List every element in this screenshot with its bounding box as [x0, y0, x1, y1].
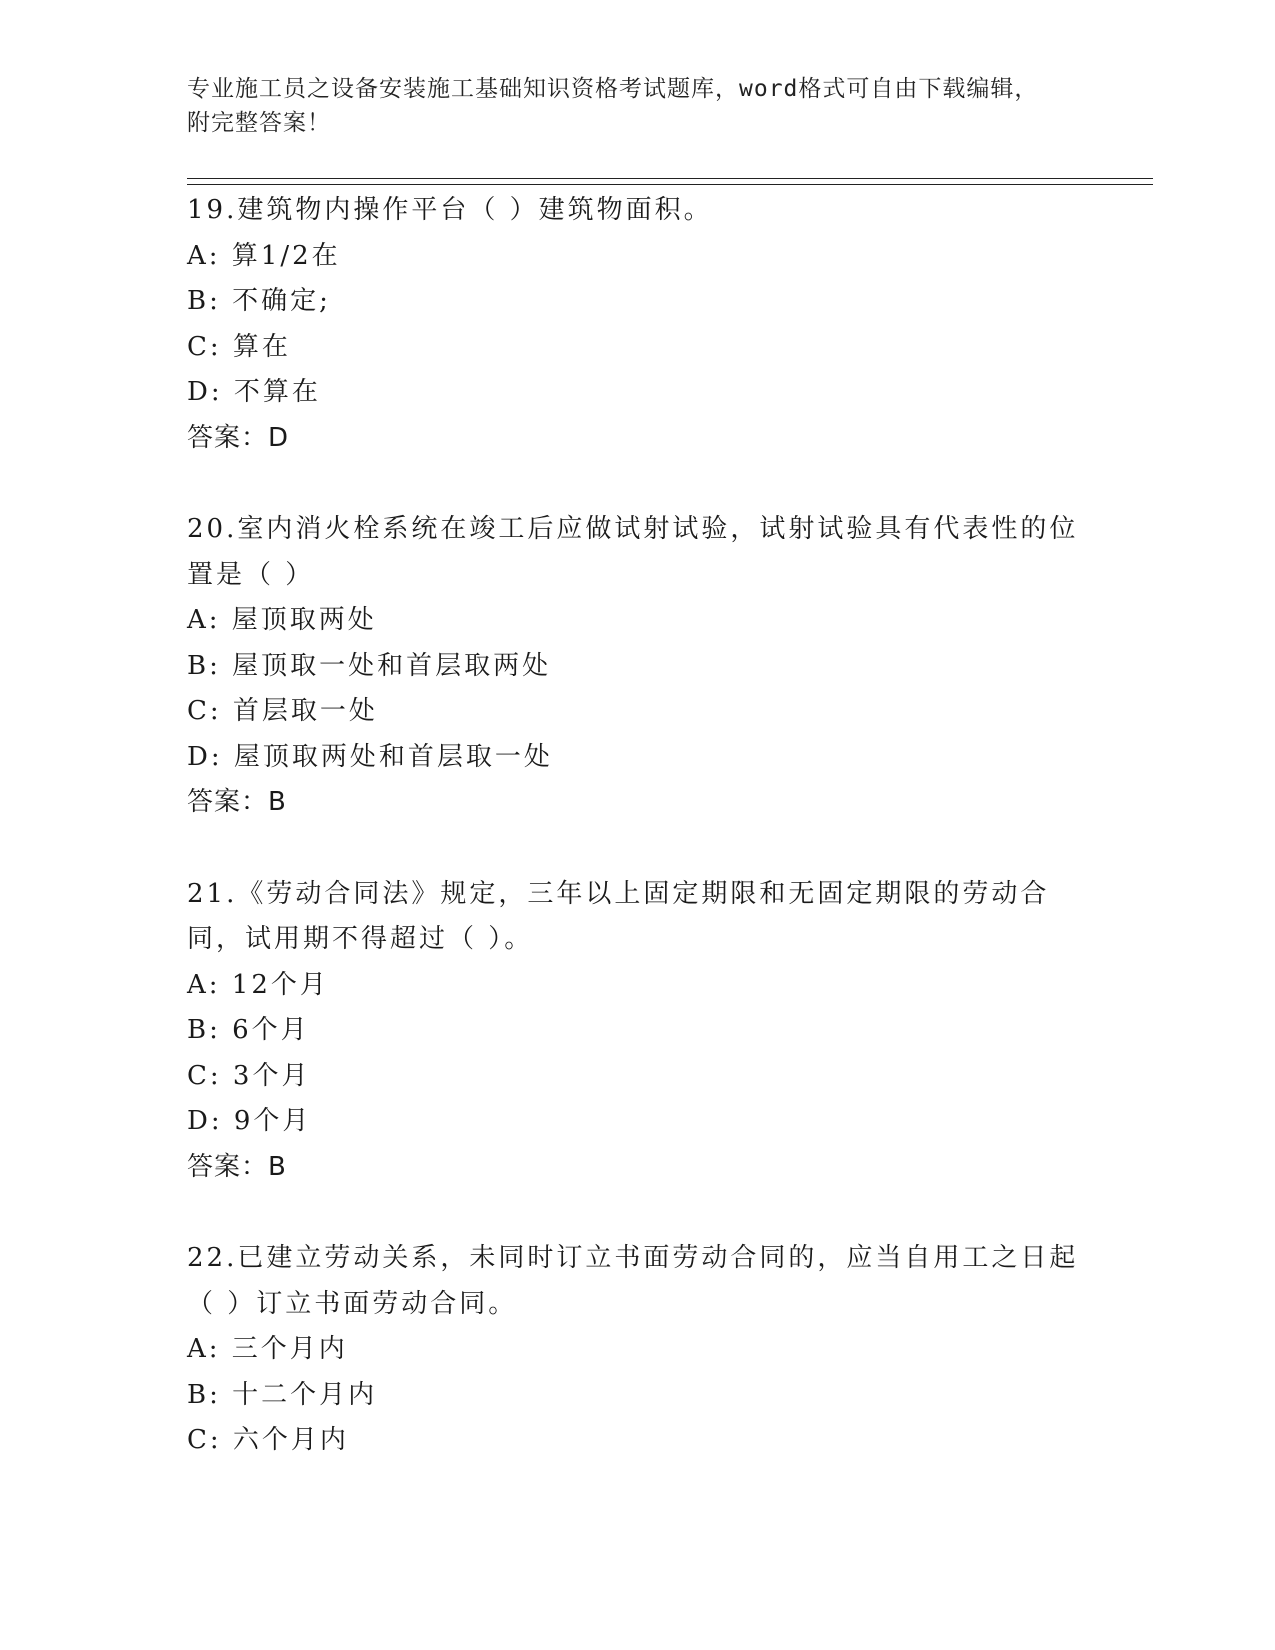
question-20	[187, 507, 1087, 826]
header-line-1: 专业施工员之设备安装施工基础知识资格考试题库，word格式可自由下载编辑，	[187, 76, 1039, 102]
option-d: D: 不算在	[187, 377, 321, 407]
header-divider-bottom	[187, 184, 1153, 185]
option-a: A: 算1/2在	[187, 240, 341, 271]
option-b: B: 不确定;	[187, 286, 331, 316]
question-19	[187, 188, 1087, 461]
option-b: B: 屋顶取一处和首层取两处	[187, 650, 552, 681]
question-stem: 19.建筑物内操作平台（ ）建筑物面积。	[187, 195, 713, 225]
question-stem: 21.《劳动合同法》规定，三年以上固定期限和无固定期限的劳动合同，试用期不得超过（ ）。	[187, 878, 1050, 954]
option-d: D: 屋顶取两处和首层取一处	[187, 741, 553, 772]
answer-line: 答案：B	[187, 1151, 287, 1182]
answer-line: 答案：B	[187, 787, 287, 817]
header-line-2: 附完整答案！	[187, 110, 331, 136]
option-c: C: 3个月	[187, 1060, 311, 1091]
option-b: B: 十二个月内	[187, 1379, 378, 1410]
header-divider-top	[187, 178, 1153, 179]
option-a: A: 三个月内	[187, 1334, 348, 1364]
option-d: D: 9个月	[187, 1106, 312, 1136]
question-stem: 22.已建立劳动关系，未同时订立书面劳动合同的，应当自用工之日起（ ）订立书面劳动合同。	[187, 1243, 1079, 1319]
question-list	[187, 188, 1087, 1464]
option-c: C: 算在	[187, 331, 291, 362]
question-stem: 20.室内消火栓系统在竣工后应做试射试验，试射试验具有代表性的位置是（ ）	[187, 514, 1079, 590]
option-c: C: 六个月内	[187, 1425, 349, 1455]
answer-line: 答案：D	[187, 422, 290, 453]
document-header	[187, 72, 1067, 140]
question-22	[187, 1236, 1087, 1464]
option-c: C: 首层取一处	[187, 696, 378, 726]
question-21	[187, 872, 1087, 1191]
option-a: A: 屋顶取两处	[187, 605, 377, 635]
option-a: A: 12个月	[187, 969, 329, 1000]
option-b: B: 6个月	[187, 1015, 310, 1045]
